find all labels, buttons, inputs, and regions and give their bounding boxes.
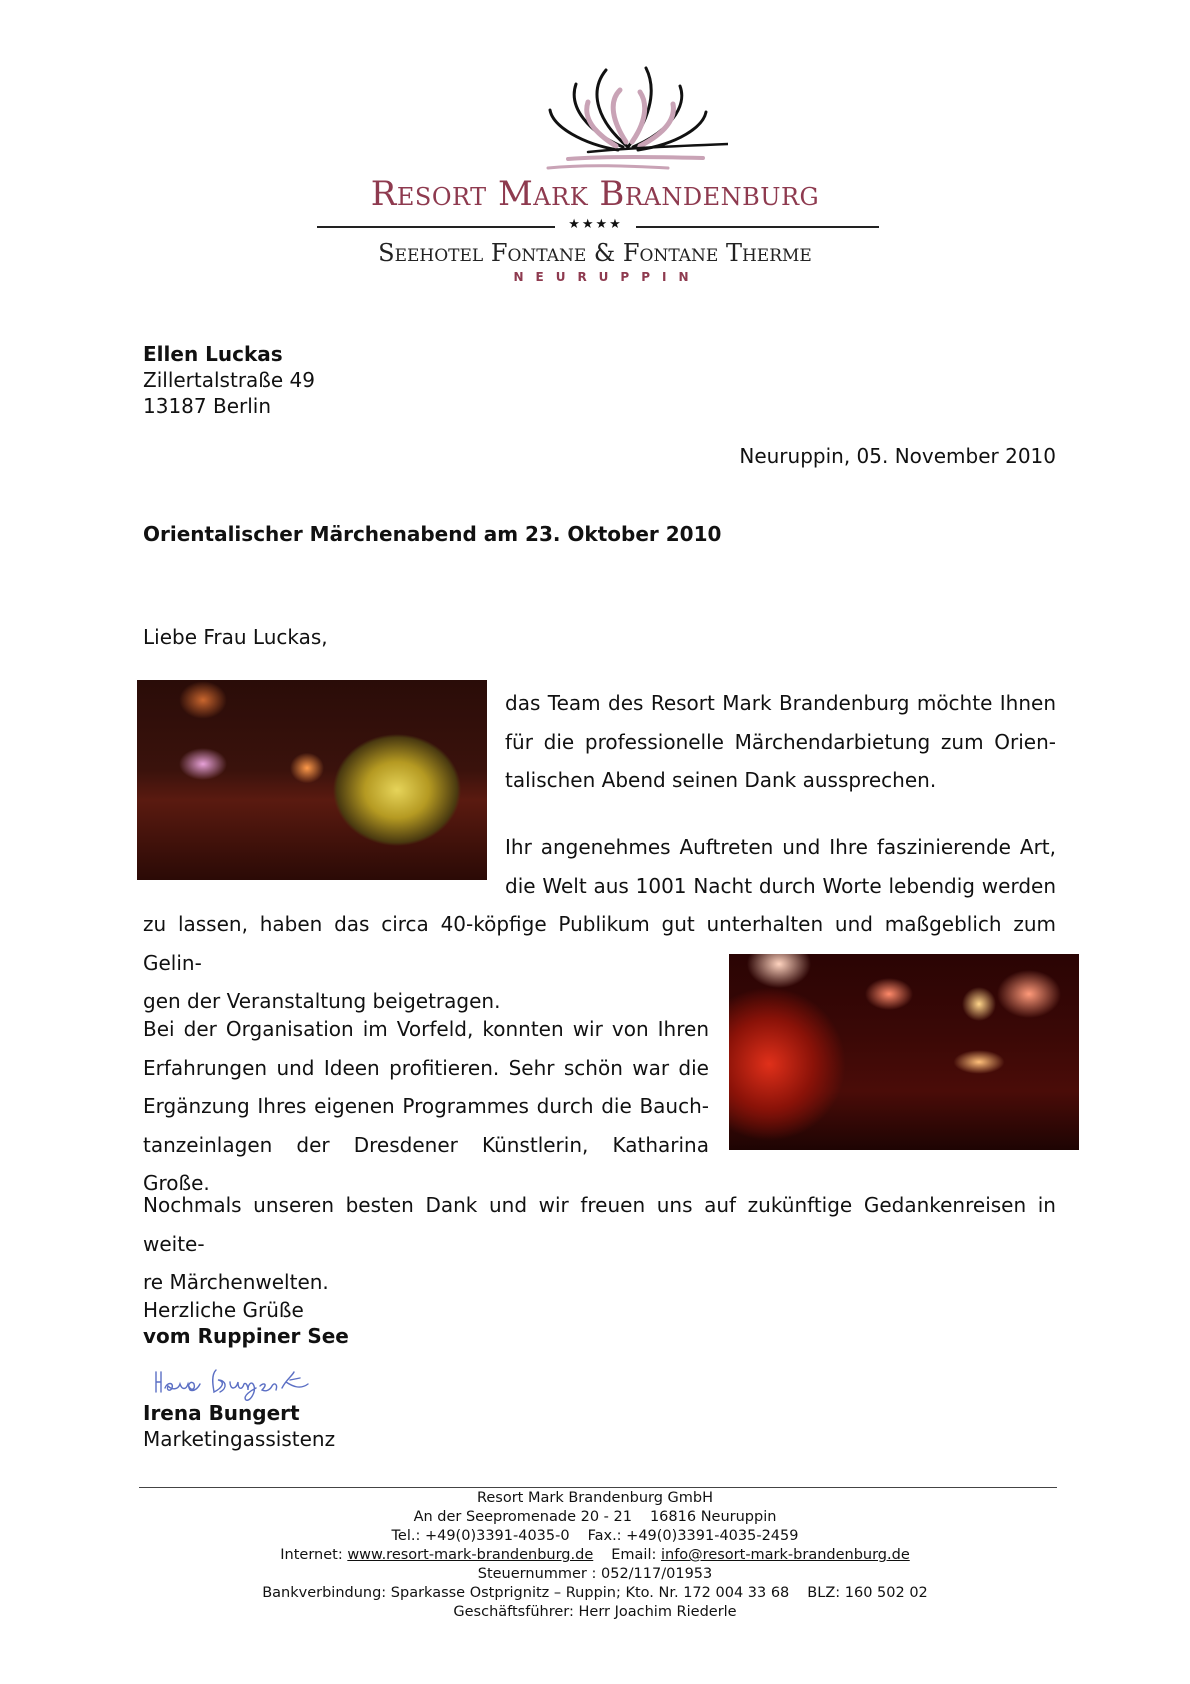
logo-divider-left — [317, 226, 555, 228]
footer-fax: Fax.: +49(0)3391-4035-2459 — [587, 1528, 799, 1544]
text-line: talischen Abend seinen Dank aussprechen. — [505, 768, 937, 792]
signer-title: Marketingassistenz — [143, 1427, 336, 1451]
closing-location: vom Ruppiner See — [143, 1324, 349, 1348]
footer — [0, 1489, 1190, 1622]
text-line: Nochmals unseren besten Dank und wir freuen uns auf zukünftige Gedankenreisen in weite- — [143, 1193, 1056, 1256]
footer-web-line — [0, 1546, 1190, 1565]
footer-company: Resort Mark Brandenburg GmbH — [476, 1490, 714, 1506]
date-line: Neuruppin, 05. November 2010 — [739, 444, 1056, 468]
recipient-city: 13187 Berlin — [143, 394, 272, 418]
text-line: Bei der Organisation im Vorfeld, konnten wir von Ihren — [143, 1017, 709, 1041]
footer-address: An der Seepromenade 20 - 21 — [413, 1509, 632, 1525]
signer-block — [143, 1400, 335, 1452]
subject-line: Orientalischer Märchenabend am 23. Oktober 2010 — [143, 522, 722, 546]
text-line: tanzeinlagen der Dresdener Künstlerin, Katharina Große. — [143, 1132, 709, 1195]
recipient-street: Zillertalstraße 49 — [143, 368, 316, 392]
text-line: Erfahrungen und Ideen profitieren. Sehr schön war die — [143, 1055, 709, 1080]
candle-lantern-photo — [137, 680, 487, 880]
website-link[interactable]: www.resort-mark-brandenburg.de — [347, 1547, 594, 1563]
footer-bank: Bankverbindung: Sparkasse Ostprignitz – Ruppin; Kto. Nr. 172 004 33 68 — [262, 1585, 790, 1601]
signer-name: Irena Bungert — [143, 1401, 300, 1425]
body-paragraph-2-bottom — [143, 905, 1056, 1021]
text-line: Ihr angenehmes Auftreten und Ihre faszinierende Art, — [505, 835, 1056, 859]
body-paragraph-4 — [143, 1186, 1056, 1302]
closing — [143, 1297, 349, 1349]
hotel-subtitle: Seehotel Fontane & Fontane Therme — [378, 239, 812, 267]
footer-email-label: Email: — [611, 1547, 657, 1563]
recipient-address — [143, 341, 315, 419]
recipient-name: Ellen Luckas — [143, 342, 283, 366]
body-paragraph-2-top — [505, 828, 1056, 905]
footer-phone-line — [0, 1527, 1190, 1546]
email-link[interactable]: info@resort-mark-brandenburg.de — [660, 1547, 910, 1563]
footer-tel: Tel.: +49(0)3391-4035-0 — [391, 1528, 570, 1544]
text-line: zu lassen, haben das circa 40-köpfige Publikum gut unterhalten und maßgeblich zum Gelin- — [143, 912, 1056, 975]
hotel-name-logo: Resort Mark Brandenburg — [370, 174, 820, 214]
text-line: gen der Veranstaltung beigetragen. — [143, 989, 501, 1013]
footer-divider — [139, 1487, 1057, 1488]
footer-bank-line — [0, 1584, 1190, 1603]
footer-blz: BLZ: 160 502 02 — [807, 1585, 928, 1601]
footer-tax: Steuernummer : 052/117/01953 — [477, 1566, 713, 1582]
closing-greeting: Herzliche Grüße — [143, 1298, 304, 1322]
salutation: Liebe Frau Luckas, — [143, 625, 328, 649]
water-lily-icon — [528, 62, 728, 174]
hotel-city: NEURUPPIN — [513, 270, 701, 284]
handwritten-signature — [152, 1362, 322, 1404]
text-line: die Welt aus 1001 Nacht durch Worte lebendig werden — [505, 873, 1056, 898]
text-line: für die professionelle Märchendarbietung zum Orien- — [505, 729, 1056, 754]
text-line: re Märchenwelten. — [143, 1270, 329, 1294]
star-rating: ★★★★ — [568, 217, 623, 232]
text-line: Ergänzung Ihres eigenen Programmes durch die Bauch- — [143, 1094, 709, 1118]
text-line: das Team des Resort Mark Brandenburg möchte Ihnen — [505, 691, 1056, 715]
footer-zip-city: 16816 Neuruppin — [649, 1509, 777, 1525]
footer-internet-label: Internet: — [280, 1547, 343, 1563]
footer-ceo: Geschäftsführer: Herr Joachim Riederle — [453, 1604, 737, 1620]
footer-address-line — [0, 1508, 1190, 1527]
body-paragraph-1 — [505, 684, 1056, 800]
logo-divider-right — [636, 226, 879, 228]
body-paragraph-3 — [143, 1010, 709, 1203]
